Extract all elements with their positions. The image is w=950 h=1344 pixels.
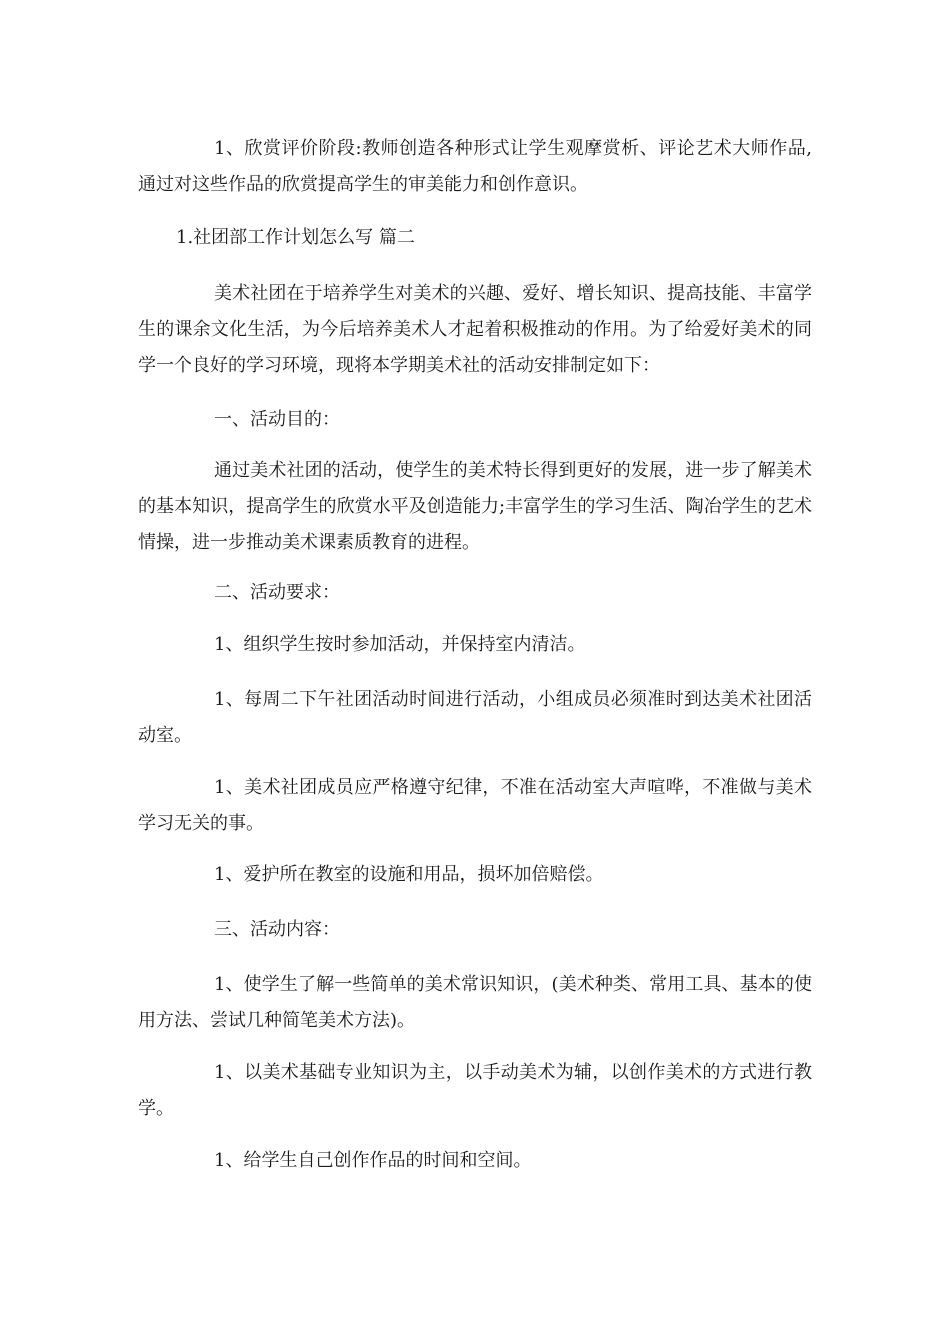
paragraph-requirement-1: 1、组织学生按时参加活动，并保持室内清洁。 <box>214 634 586 655</box>
paragraph-requirement-3: 1、美术社团成员应严格遵守纪律，不准在活动室大声喧哗，不准做与美术学习无关的事。 <box>138 777 812 834</box>
paragraph-purpose: 通过美术社团的活动，使学生的美术特长得到更好的发展，进一步了解美术的基本知识，提高学生的欣赏水平及创造能力;丰富学生的学习生活、陶冶学生的艺术情操，进一步推动美术课素质教育的进程。 <box>138 460 812 553</box>
paragraph-requirement-4: 1、爱护所在教室的设施和用品，损坏加倍赔偿。 <box>214 864 604 885</box>
paragraph-appreciation-stage: 1、欣赏评价阶段:教师创造各种形式让学生观摩赏析、评论艺术大师作品,通过对这些作品的欣赏提高学生的审美能力和创作意识。 <box>138 138 812 195</box>
heading-activity-requirements: 二、活动要求： <box>214 582 340 603</box>
paragraph-content-3: 1、给学生自己创作作品的时间和空间。 <box>214 1150 532 1171</box>
paragraph-content-2: 1、以美术基础专业知识为主，以手动美术为辅，以创作美术的方式进行教学。 <box>138 1062 812 1119</box>
heading-activity-content: 三、活动内容： <box>214 919 340 940</box>
heading-activity-purpose: 一、活动目的： <box>214 409 340 430</box>
section-title-part-two: 1.社团部工作计划怎么写 篇二 <box>176 227 415 248</box>
paragraph-intro: 美术社团在于培养学生对美术的兴趣、爱好、增长知识、提高技能、丰富学生的课余文化生活，为今后培养美术人才起着积极推动的作用。为了给爱好美术的同学一个良好的学习环境，现将本学期美术社的活动安排制定如下： <box>138 283 812 376</box>
paragraph-content-1: 1、使学生了解一些简单的美术常识知识，(美术种类、常用工具、基本的使用方法、尝试几种简笔美术方法)。 <box>138 974 812 1031</box>
paragraph-requirement-2: 1、每周二下午社团活动时间进行活动，小组成员必须准时到达美术社团活动室。 <box>138 689 812 746</box>
